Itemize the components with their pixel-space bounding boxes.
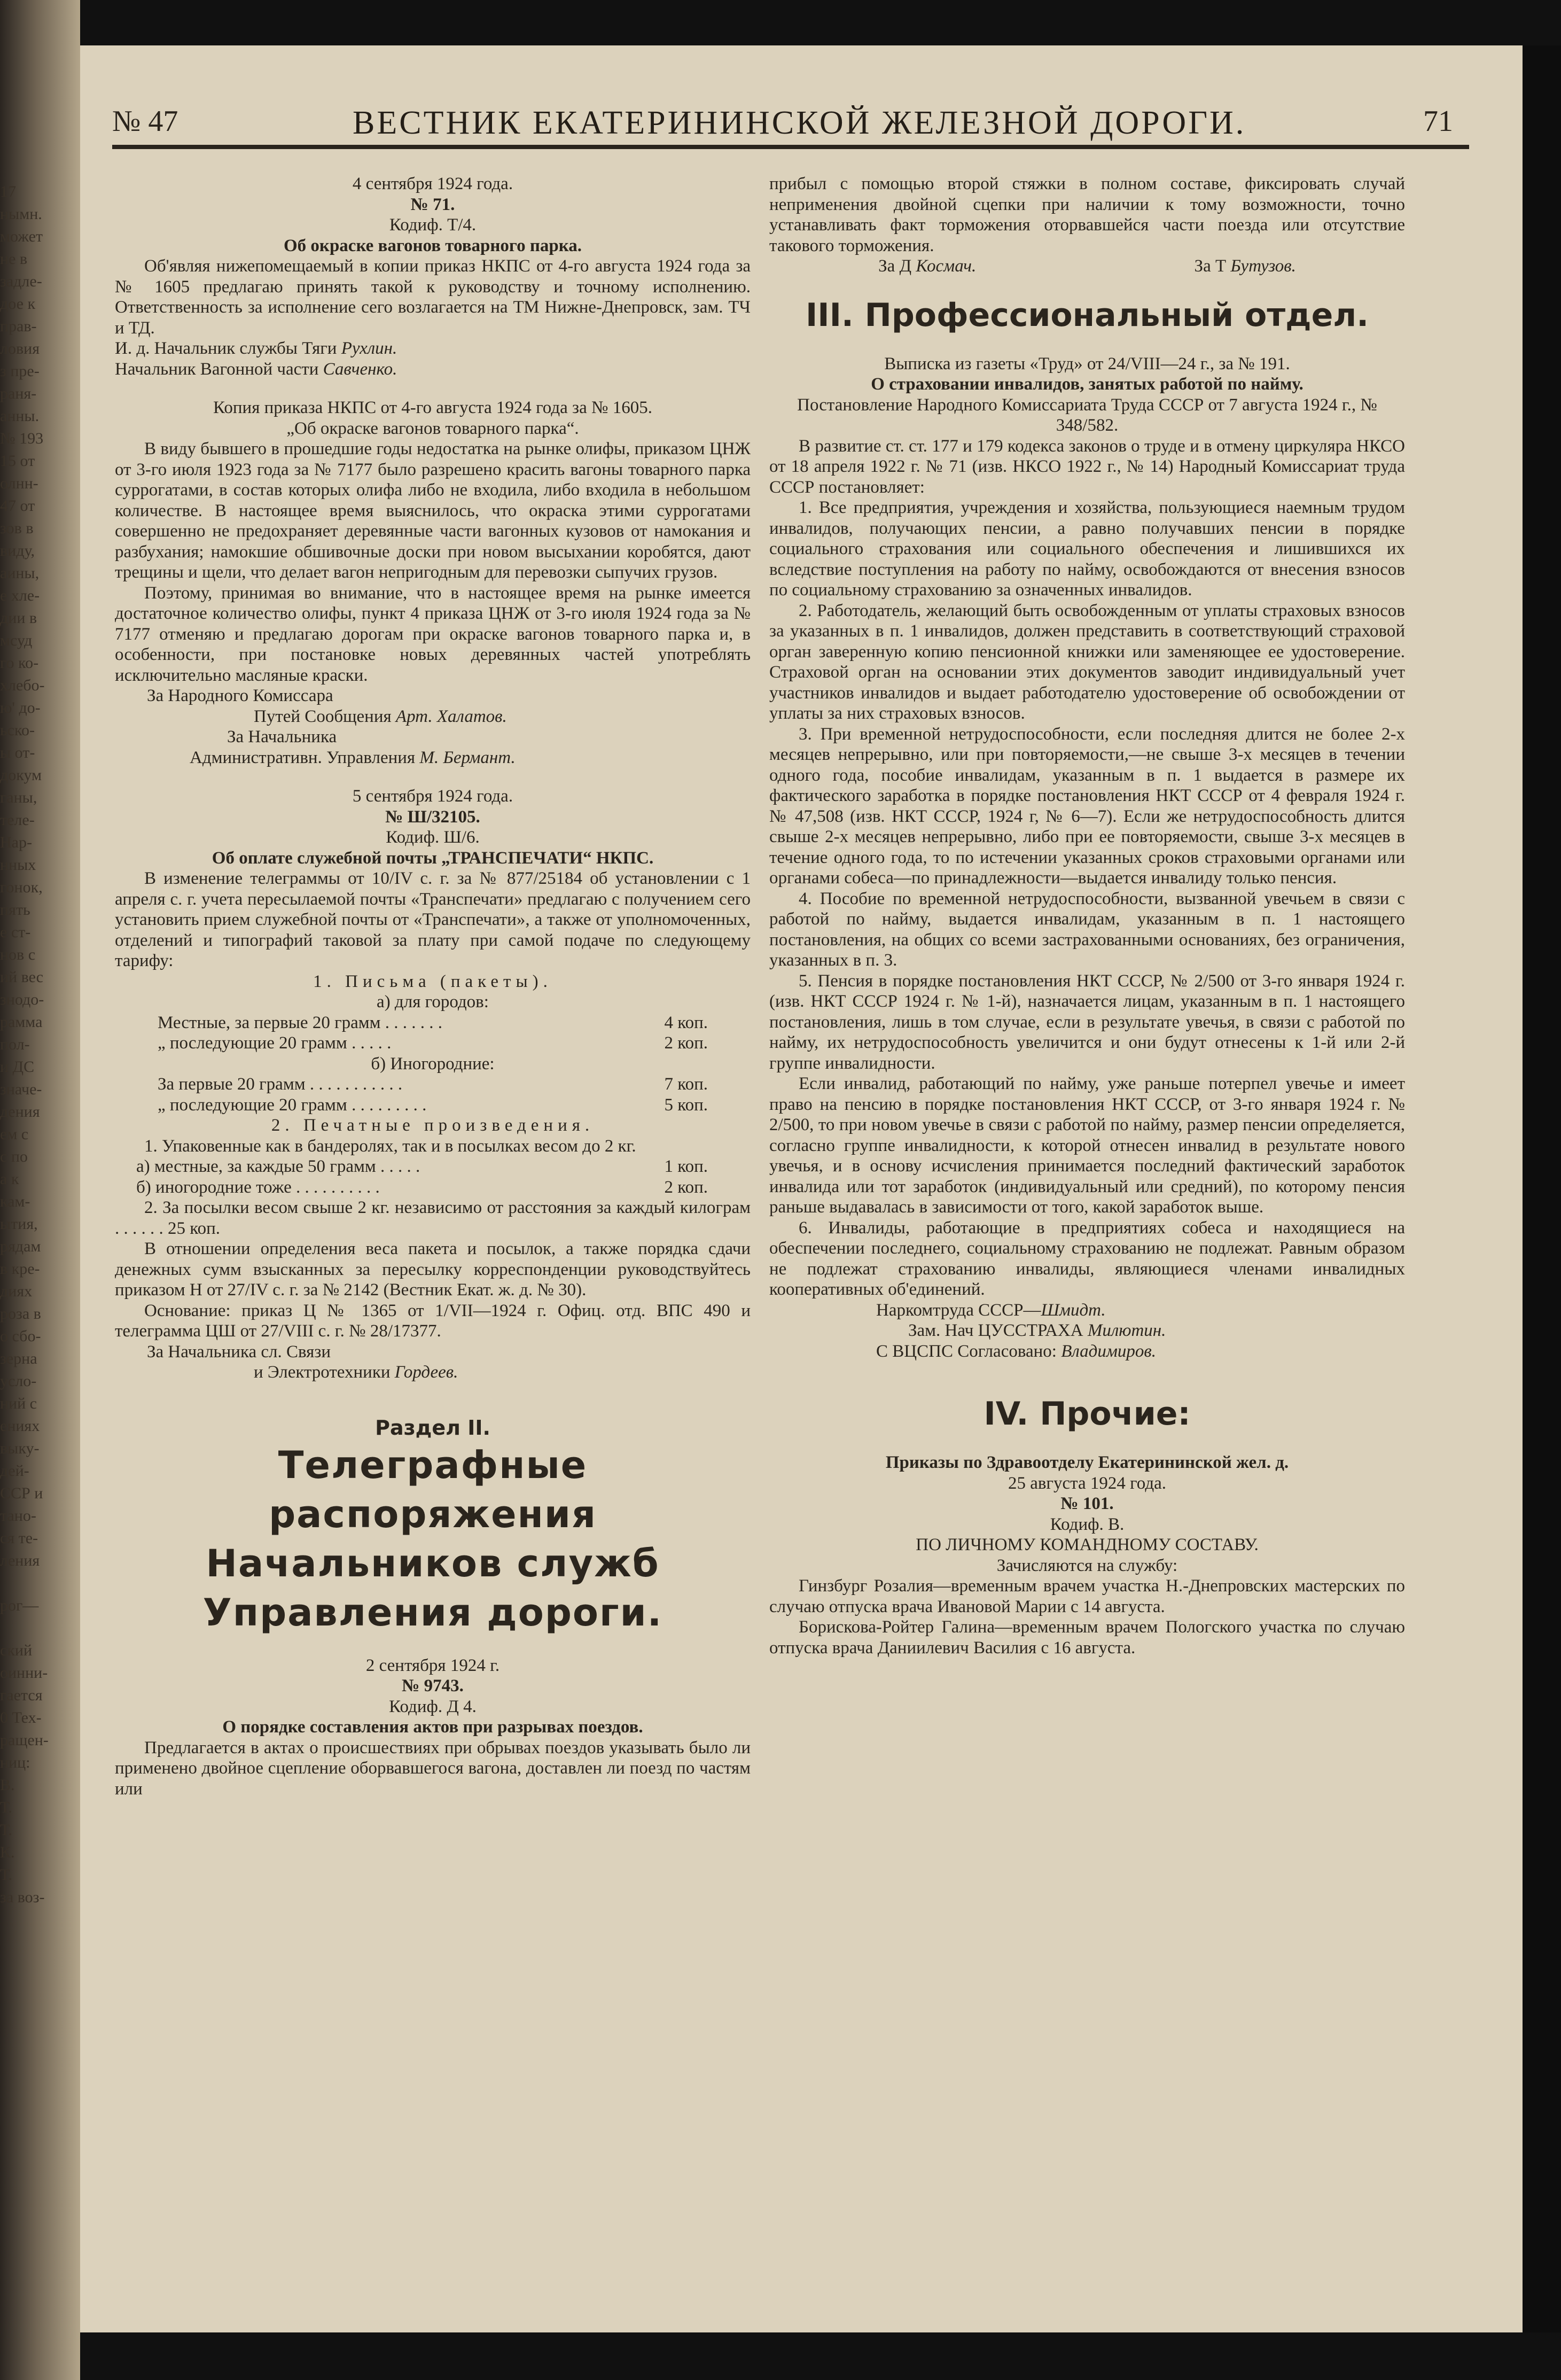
order-codif: Кодиф. Д 4. xyxy=(389,1697,477,1716)
tariff-row: „ последующие 20 грамм . . . . . . . . . 5 коп. xyxy=(158,1095,708,1115)
adjacent-page-fragment: ениях xyxy=(0,1417,40,1435)
adjacent-page-fragment: олнн- xyxy=(0,475,38,492)
order-paragraph: Гинзбург Розалия—временным врачем участка Н.-Днепровских мастерских по случаю отпуска врача Ивановой Марии с 14 августа. xyxy=(769,1576,1405,1616)
publication-title: ВЕСТНИК ЕКАТЕРИНИНСКОЙ ЖЕЛЕЗНОЙ ДОРОГИ. xyxy=(353,105,1246,141)
adjacent-page-fragment: 17 xyxy=(0,183,16,200)
adjacent-page-fragment: мсуд xyxy=(0,632,33,649)
order-subtitle: Зачисляются на службу: xyxy=(996,1555,1178,1575)
excerpt-paragraph: 1. Все предприятия, учреждения и хозяйства, пользующиеся наемным трудом инвалидов, получающих пенсии, а равно получавших пенсии в порядке социального страхования или социального обеспечения и лишившихся их вследствие поступления на работу по найму, освобождаются от внесения взносов по социальному страхованию за означенных инвалидов. xyxy=(769,498,1405,600)
tariff-paragraph: 2. За посылки весом свыше 2 кг. независимо от расстояния за каждый килограм . . . . . . 25 коп. xyxy=(115,1198,751,1238)
order-title: ПО ЛИЧНОМУ КОМАНДНОМУ СОСТАВУ. xyxy=(916,1535,1259,1554)
order-32105 xyxy=(115,786,751,1383)
section-label: Раздел II. xyxy=(375,1415,490,1440)
order-date: 5 сентября 1924 года. xyxy=(352,787,513,806)
adjacent-page-fragment: кам- xyxy=(0,1193,30,1210)
order-paragraph: Об'являя нижепомещаемый в копии приказ НКПС от 4-го августа 1924 года за № 1605 предлагаю принять такой к руководству и точному исполнению. Ответственность за исполнение сего возлагается на ТМ Нижне-Днепровск, зам. ТЧ и ТД. xyxy=(115,256,751,338)
adjacent-page-fragment: ьско- xyxy=(0,721,35,739)
adjacent-page-fragment: з пре- xyxy=(0,362,40,380)
adjacent-page-fragment: знодо- xyxy=(0,991,44,1008)
copy-order-1605 xyxy=(115,398,751,768)
adjacent-page-fragment: зов в xyxy=(0,519,34,537)
excerpt-paragraph: Если инвалид, работающий по найму, уже раньше потерпел увечье и имеет право на пенсию в порядке постановления НКТ СССР, от 3-го января 1924 г. № 2/500, то при новом увечье в связи с работой по найму, размер пенсии определяется, согласно группе инвалидности, к которой отнесен инвалид в результате нового увечья, и в основу исчисления принимается последний фактический заработок инвалида или тот заработок (индивидуальный или средний), по которому пенсия раньше выдавалась в зависимости от того, какой заработок выше. xyxy=(769,1074,1405,1217)
adjacent-page-fragment: рядам xyxy=(0,1238,41,1255)
adjacent-page-fragment: е ст- xyxy=(0,923,31,941)
adjacent-page-fragment: ся те- xyxy=(0,1529,38,1547)
order-number: № 101. xyxy=(1060,1494,1114,1513)
tariff-heading: 2. Печатные произведения. xyxy=(271,1116,595,1135)
tariff-heading: 1. Письма (пакеты). xyxy=(313,971,552,991)
excerpt-paragraph: В развитие ст. ст. 177 и 179 кодекса законов о труде и в отмену циркуляра НКСО от 18 апреля 1922 г. № 71 (изв. НКСО 1922 г., № 14) Народный Комиссариат труда СССР постановляет: xyxy=(769,436,1405,497)
adjacent-page-fragment: нных xyxy=(0,856,36,874)
section-title: Телеграфные распоряжения Начальников служб Управления дороги. xyxy=(202,1443,663,1635)
adjacent-page-fragment: нов с xyxy=(0,946,36,963)
adjacent-page-fragment: е хле- xyxy=(0,587,40,604)
adjacent-page-fragment: ловия xyxy=(0,340,40,357)
adjacent-page-fragment: гается xyxy=(0,1686,43,1704)
signature-line: Начальник Вагонной части Савченко. xyxy=(115,359,397,379)
adjacent-page-fragment: гонок, xyxy=(0,878,43,896)
signature-line: За Д Космач. За Т Бутузов. xyxy=(878,256,1296,276)
signature-line: Административн. Управления М. Бермант. xyxy=(190,748,516,767)
adjacent-page-fragment: рог— xyxy=(0,1597,39,1614)
copy-paragraph: Поэтому, принимая во внимание, что в настоящее время на рынке имеется достаточное количество олифы, пункт 4 приказа ЦНЖ от 3-го июля 1924 года за № 7177 отменяю и предлагаю дорогам при окраске вагонов товарного парка и, в особенности, при постановке новых деревянных частей употреблять исключительно масляные краски. xyxy=(115,583,751,685)
trud-excerpt xyxy=(769,354,1405,1362)
adjacent-page-fragment: тано- xyxy=(0,1507,36,1525)
adjacent-page-fragment: 15 от xyxy=(0,452,35,470)
adjacent-page-fragment: в кре- xyxy=(0,1260,40,1278)
adjacent-page-fragment: ем с xyxy=(0,1125,29,1143)
adjacent-page-fragment: пять xyxy=(0,901,30,919)
excerpt-paragraph: 4. Пособие по временной нетрудоспособности, вызванной увечьем в связи с работой по найму, выдается инвалидам, указанным в п. 1 настоящего постановления, на общих со всеми застрахованными основаниях, без ограничения, указанных в п. 3. xyxy=(769,889,1405,970)
adjacent-page-fragment: ращен- xyxy=(0,1731,49,1749)
continued-paragraph: прибыл с помощью второй стяжки в полном составе, фиксировать случай неприменения двойной сцепки при наличии к тому возможности, точно устанавливать факт торможения оторвавшейся части поезда или отсутствие такового торможения. xyxy=(769,174,1405,255)
adjacent-page-fragment: ганы, xyxy=(0,789,37,806)
excerpt-paragraph: 2. Работодатель, желающий быть освобожденным от уплаты страховых взносов за указанных в п. 1 инвалидов, должен представить в соответствующий страховой орган заверенную копию пенсионной книжки или заменяющее ее удостоверение. Страховой орган на основании этих документов заводит индивидуальный учет участников инвалидов и выдает работодателю удостоверение об освобождении от уплаты за них страховых взносов. xyxy=(769,601,1405,723)
signature-line: Зам. Нач ЦУССТРАХА Милютин. xyxy=(908,1321,1166,1340)
signature-line: Наркомтруда СССР—Шмидт. xyxy=(876,1300,1106,1320)
adjacent-page-fragment: может xyxy=(0,228,43,245)
adjacent-page-fragment: К. xyxy=(0,1844,15,1861)
adjacent-page-fragment: 47 от xyxy=(0,497,35,515)
adjacent-page-fragment: ний с xyxy=(0,1395,37,1412)
adjacent-page-fragment: ий вес xyxy=(0,968,43,986)
order-number: № 9743. xyxy=(402,1676,464,1695)
copy-lead: Копия приказа НКПС от 4-го августа 1924 года за № 1605. xyxy=(213,398,652,417)
adjacent-page-fragment: ский xyxy=(0,1642,32,1659)
order-paragraph: Борискова-Ройтер Галина—временным врачем Пологского участка по случаю отпуска врача Даниилевич Василия с 16 августа. xyxy=(769,1617,1405,1658)
adjacent-page-fragment: прав- xyxy=(0,317,37,335)
adjacent-page-fragment: диях xyxy=(0,1282,33,1300)
page-header xyxy=(112,104,1480,147)
adjacent-page-fragment: роза в xyxy=(0,1305,41,1323)
right-column xyxy=(769,174,1405,1658)
adjacent-page-fragment: ССР и xyxy=(0,1484,43,1502)
adjacent-page-fragment: ю' до- xyxy=(0,699,41,717)
adjacent-page-strip xyxy=(0,0,80,2380)
adjacent-page-fragment: хлебо- xyxy=(0,676,45,694)
order-paragraph: Предлагается в актах о происшествиях при обрывах поездов указывать было ли применено двойное сцепление оборвавшегося вагона, доставлен ли поезд по частям или xyxy=(115,1738,751,1799)
adjacent-page-fragment: дии в xyxy=(0,609,37,627)
adjacent-page-fragment: дей- xyxy=(0,1462,29,1480)
order-date: 4 сентября 1924 года. xyxy=(352,174,513,193)
adjacent-page-fragment: зерна xyxy=(0,1350,37,1367)
order-9743 xyxy=(115,1655,751,1800)
signature-line: И. д. Начальник службы Тяги Рухлин. xyxy=(115,339,397,358)
adjacent-page-fragment: ытия, xyxy=(0,1215,38,1233)
signature-line: Путей Сообщения Арт. Халатов. xyxy=(254,706,507,726)
order-codif: Кодиф. Т/4. xyxy=(389,215,477,235)
tariff-row: За первые 20 грамм . . . . . . . . . . . 7 коп. xyxy=(158,1075,708,1094)
excerpt-lead: Выписка из газеты «Труд» от 24/VIII—24 г., за № 191. xyxy=(884,354,1290,374)
adjacent-page-fragment: и ДС xyxy=(0,1058,35,1076)
tariff-row: „ последующие 20 грамм . . . . . 2 коп. xyxy=(158,1033,708,1053)
order-71 xyxy=(115,174,751,379)
adjacent-page-fragment: виду, xyxy=(0,542,35,559)
adjacent-page-fragment: рамма xyxy=(0,1013,43,1031)
adjacent-page-fragment: не в xyxy=(0,250,28,268)
adjacent-page-fragment: Нар- xyxy=(0,834,32,851)
newspaper-page xyxy=(80,45,1523,2332)
adjacent-page-fragment: докум xyxy=(0,766,42,784)
order-subject: О порядке составления актов при разрывах поездов. xyxy=(222,1717,643,1737)
adjacent-page-fragment: ы от- xyxy=(0,744,35,761)
adjacent-page-fragment: выку- xyxy=(0,1440,40,1457)
adjacent-page-fragment: нымн. xyxy=(0,205,42,223)
adjacent-page-fragment: с по xyxy=(0,1148,28,1165)
copy-title: „Об окраске вагонов товарного парка“. xyxy=(286,418,579,438)
tariff-row: б) иногородние тоже . . . . . . . . . . 2 коп. xyxy=(136,1177,708,1197)
signature-line: и Электротехники Гордеев. xyxy=(254,1363,458,1382)
adjacent-page-fragment: В. xyxy=(0,1776,15,1794)
order-number: № 71. xyxy=(410,195,455,214)
tariff-subheading: б) Иногородние: xyxy=(371,1054,495,1074)
order-subject: Об окраске вагонов товарного парка. xyxy=(284,236,582,255)
excerpt-paragraph: 3. При временной нетрудоспособности, если последняя длится не более 2-х месяцев непрерывно, или при повторяемости,—не свыше 3-х месяцев в течении одного года, пособие инвалидам, указанным в п. 1 выдается в размере их фактического заработка в порядке постановления НКТ СССР от 4 февраля 1924 г. № 47,508 (изв. НКТ СССР, 1924 г, № 6—7). Если же нетрудоспособность длится свыше 2-х месяцев непрерывно, либо при ее повторяемости, свыше 3-х месяцев в течение одного года, то по истечении указанных сроков страховыми органами или органами собеса—по принадлежности—выдается инвалиду только пенсия. xyxy=(769,724,1405,888)
section-heading: III. Профессиональный отдел. xyxy=(805,296,1369,334)
adjacent-page-fragment: задле- xyxy=(0,273,42,290)
order-paragraph: В изменение телеграммы от 10/IV с. г. за № 877/25184 об установлении с 1 апреля с. г. учета пересылаемой почты «Транспечати» предлагаю с получением сего установить прием служебной почты от «Транспечати», а также от уполномоченных, отделений и типографий таковой за плату при самой подаче по следующему тарифу: xyxy=(115,869,751,970)
adjacent-page-fragment: ления xyxy=(0,1552,40,1569)
adjacent-page-fragment: раня- xyxy=(0,385,37,402)
tariff-row: Местные, за первые 20 грамм . . . . . . . 4 коп. xyxy=(158,1013,708,1032)
adjacent-page-fragment: о сбо- xyxy=(0,1327,41,1345)
tariff-row: а) местные, за каждые 50 грамм . . . . . 1 коп. xyxy=(136,1157,708,1176)
adjacent-page-fragment: оинни- xyxy=(0,1664,48,1682)
copy-paragraph: В виду бывшего в прошедшие годы недостатка на рынке олифы, приказом ЦНЖ от 3-го июля 1923 года за № 7177 было разрешено красить вагоны товарного парка суррогатами, в состав которых олифа либо не входила, либо входила в небольшом количестве. В настоящее время выяснилось, что окраска этими суррогатами совершенно не предохраняет деревянные части вагонных кузовов от намокания и разбухания; намокшие обшивочные доски при новом высыхании коробятся, дают трещины и щели, что делает вагон непригодным для перевозки сыпучих грузов. xyxy=(115,439,751,582)
signature-line: За Начальника xyxy=(227,727,337,746)
left-column xyxy=(115,174,751,1799)
excerpt-subject: О страховании инвалидов, занятых работой по найму. xyxy=(871,375,1304,394)
order-paragraph: В отношении определения веса пакета и посылок, а также порядка сдачи денежных сумм взысканных за пересылку корреспонденции руководствуйтесь приказом Н от 27/IV с. г. за № 2142 (Вестник Екат. ж. д. № 30). xyxy=(115,1239,751,1300)
tariff-subheading: а) для городов: xyxy=(377,992,489,1012)
issue-number: № 47 xyxy=(112,105,178,138)
order-paragraph: Основание: приказ Ц № 1365 от 1/VII—1924 г. Офиц. отд. ВПС 490 и телеграмма ЦШ от 27/VIII с. г. № 28/17377. xyxy=(115,1301,751,1341)
adjacent-page-fragment: усло- xyxy=(0,1372,37,1390)
section-heading: IV. Прочие: xyxy=(984,1395,1191,1433)
adjacent-page-fragment: Т. xyxy=(0,1799,12,1816)
adjacent-page-fragment: анны. xyxy=(0,407,40,425)
tariff-paragraph: 1. Упаковенные как в бандеролях, так и в посылках весом до 2 кг. xyxy=(144,1136,636,1156)
signature-line: За Народного Комиссара xyxy=(147,686,333,705)
order-date: 25 августа 1924 года. xyxy=(1008,1473,1167,1493)
adjacent-page-fragment: аины, xyxy=(0,564,40,582)
page-number: 71 xyxy=(1423,105,1453,138)
adjacent-page-fragment: ниц: xyxy=(0,1754,30,1771)
adjacent-page-fragment: пол- xyxy=(0,1036,30,1053)
scan-border xyxy=(1523,45,1561,2332)
adjacent-page-fragment: 0 Тех- xyxy=(0,1709,42,1726)
excerpt-paragraph: 6. Инвалиды, работающие в предприятиях собеса и находящиеся на обеспечении последнего, социальному страхованию не подлежат. Равным образом не подлежат страхованию инвалиды, являющиеся членами инвалидных кооперативных об'единений. xyxy=(769,1218,1405,1299)
adjacent-page-fragment: № 193 xyxy=(0,430,44,447)
adjacent-page-fragment: дое к xyxy=(0,295,36,313)
adjacent-page-fragment: значе- xyxy=(0,1080,42,1098)
adjacent-page-fragment: Т. xyxy=(0,1866,12,1884)
signature-line: За Начальника сл. Связи xyxy=(147,1342,331,1362)
order-101 xyxy=(769,1452,1405,1658)
order-codif: Кодиф. В. xyxy=(1050,1514,1125,1534)
order-number: № Ш/32105. xyxy=(385,807,480,827)
order-codif: Кодиф. Ш/6. xyxy=(386,828,480,847)
adjacent-page-fragment: а к xyxy=(0,1170,19,1188)
adjacent-page-fragment: теле- xyxy=(0,811,35,829)
signature-line: С ВЦСПС Согласовано: Владимиров. xyxy=(876,1341,1156,1361)
order-subject: Об оплате служебной почты „ТРАНСПЕЧАТИ“ НКПС. xyxy=(212,848,654,868)
order-lead: Приказы по Здравоотделу Екатерининской жел. д. xyxy=(885,1453,1289,1472)
adjacent-page-fragment: за воз- xyxy=(0,1888,45,1906)
header-rule xyxy=(112,145,1469,149)
adjacent-page-fragment: Т. xyxy=(0,1821,12,1839)
adjacent-page-fragment: дения xyxy=(0,1103,40,1121)
excerpt-paragraph: 5. Пенсия в порядке постановления НКТ СССР, № 2/500 от 3-го января 1924 г. (изв. НКТ СССР 1924 г. № 1-й), назначается лицам, указанным в п. 1 настоящего постановления, лишь в том случае, если в результате увечья, в связи с работой по найму, их нетрудоспособность увеличится и они будут отнесены к 1-й или 2-й группе инвалидности. xyxy=(769,971,1405,1073)
excerpt-intro: Постановление Народного Комиссариата Труда СССР от 7 августа 1924 г., № 348/582. xyxy=(797,395,1377,435)
order-date: 2 сентября 1924 г. xyxy=(365,1655,500,1675)
adjacent-page-fragment: го ко- xyxy=(0,654,39,672)
